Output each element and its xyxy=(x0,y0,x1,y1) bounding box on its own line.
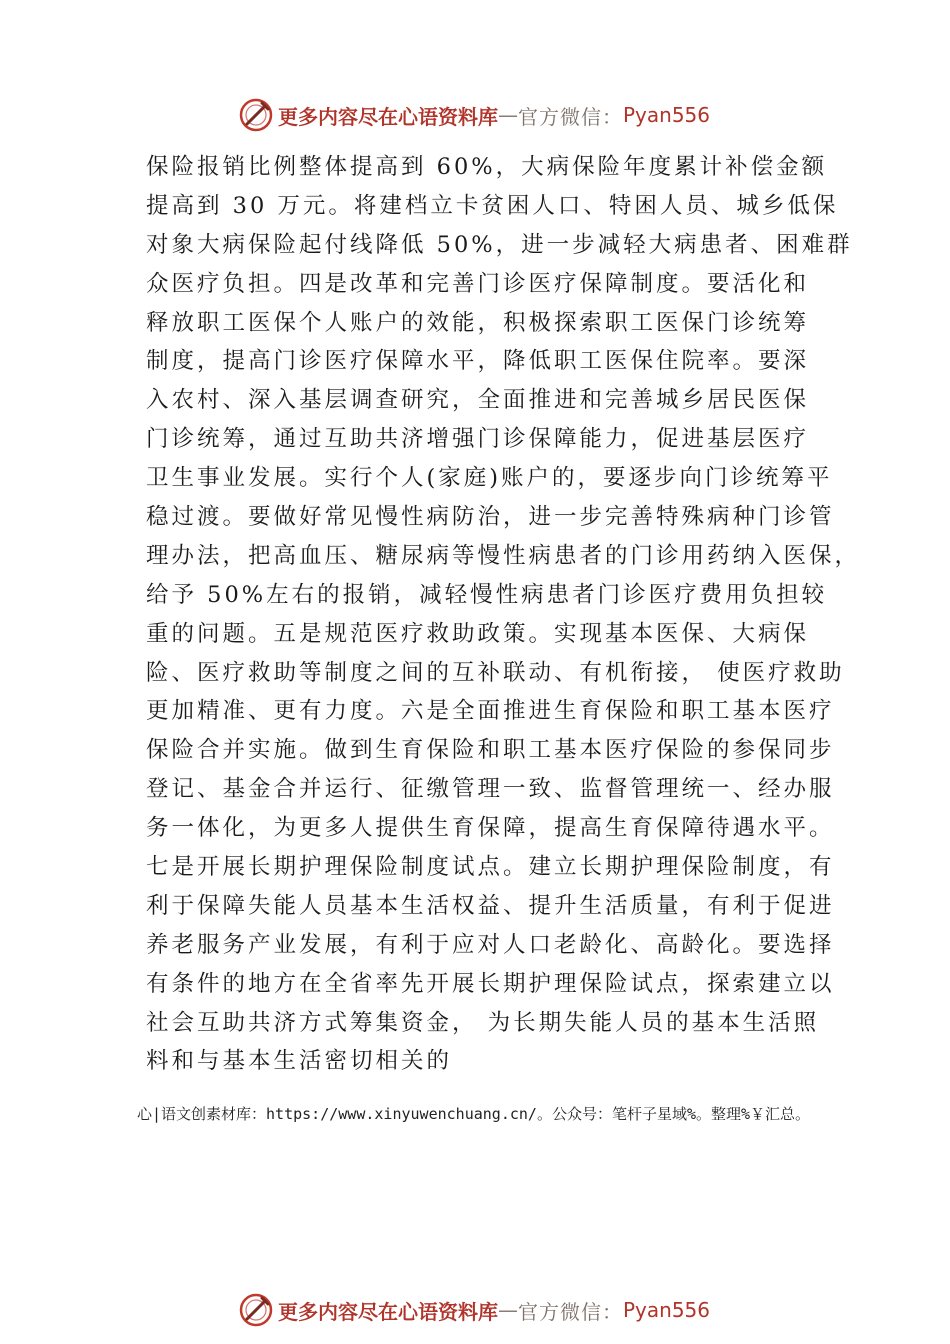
body-line: 重的问题。五是规范医疗救助政策。实现基本医保、大病保 xyxy=(146,620,810,647)
body-line: 理办法，把高血压、糖尿病等慢性病患者的门诊用药纳入医保， xyxy=(146,542,861,569)
banner-wechat-id: Pyan556 xyxy=(623,103,711,127)
banner-site-name: 更多内容尽在心语资料库 xyxy=(278,1299,498,1324)
body-line: 提高到 30 万元。将建档立卡贫困人口、特困人员、城乡低保 xyxy=(146,192,839,219)
body-line: 养老服务产业发展，有利于应对人口老龄化、高龄化。要选择 xyxy=(146,931,835,958)
footer-banner xyxy=(238,1291,710,1329)
body-line: 社会互助共济方式筹集资金， 为长期失能人员的基本生活照 xyxy=(146,1009,820,1036)
body-line: 七是开展长期护理保险制度试点。建立长期护理保险制度，有 xyxy=(146,854,835,881)
body-line: 险、医疗救助等制度之间的互补联动、有机衔接， 使医疗救助 xyxy=(146,659,845,686)
header-banner xyxy=(238,96,710,134)
banner-wechat-label: 官方微信： xyxy=(518,104,623,129)
banner-dash: — xyxy=(498,103,518,127)
stamp-seal-icon xyxy=(238,97,274,133)
body-line: 务一体化，为更多人提供生育保障，提高生育保障待遇水平。 xyxy=(146,815,835,842)
stamp-seal-icon xyxy=(238,1292,274,1328)
body-line: 保险报销比例整体提高到 60%，大病保险年度累计补偿金额 xyxy=(146,154,828,180)
body-line: 保险合并实施。做到生育保险和职工基本医疗保险的参保同步 xyxy=(146,737,835,764)
body-line: 入农村、深入基层调查研究，全面推进和完善城乡居民医保 xyxy=(146,387,810,414)
body-line: 给予 50%左右的报销，减轻慢性病患者门诊医疗费用负担较 xyxy=(146,581,828,608)
body-line: 制度，提高门诊医疗保障水平，降低职工医保住院率。要深 xyxy=(146,348,810,375)
body-line: 有条件的地方在全省率先开展长期护理保险试点，探索建立以 xyxy=(146,970,835,997)
body-line: 众医疗负担。四是改革和完善门诊医疗保障制度。要活化和 xyxy=(146,270,810,297)
body-line: 门诊统筹，通过互助共济增强门诊保障能力，促进基层医疗 xyxy=(146,426,810,453)
body-line: 利于保障失能人员基本生活权益、提升生活质量，有利于促进 xyxy=(146,892,835,919)
banner-site-name: 更多内容尽在心语资料库 xyxy=(278,104,498,129)
banner-wechat-label: 官方微信： xyxy=(518,1299,623,1324)
body-line: 登记、基金合并运行、征缴管理一致、监督管理统一、经办服 xyxy=(146,776,835,803)
source-note: 心|语文创素材库：https://www.xinyuwenchuang.cn/。公众号：笔杆子星域%。整理%￥汇总。 xyxy=(137,1105,811,1123)
body-line: 料和与基本生活密切相关的 xyxy=(146,1048,453,1075)
banner-wechat-id: Pyan556 xyxy=(623,1298,711,1322)
banner-dash: — xyxy=(498,1298,518,1322)
body-line: 稳过渡。要做好常见慢性病防治，进一步完善特殊病种门诊管 xyxy=(146,504,835,531)
body-line: 对象大病保险起付线降低 50%，进一步减轻大病患者、困难群 xyxy=(146,231,853,258)
document-body xyxy=(146,148,861,1081)
body-line: 卫生事业发展。实行个人(家庭)账户的，要逐步向门诊统筹平 xyxy=(146,465,833,492)
body-line: 更加精准、更有力度。六是全面推进生育保险和职工基本医疗 xyxy=(146,698,835,725)
body-line: 释放职工医保个人账户的效能，积极探索职工医保门诊统筹 xyxy=(146,309,810,336)
